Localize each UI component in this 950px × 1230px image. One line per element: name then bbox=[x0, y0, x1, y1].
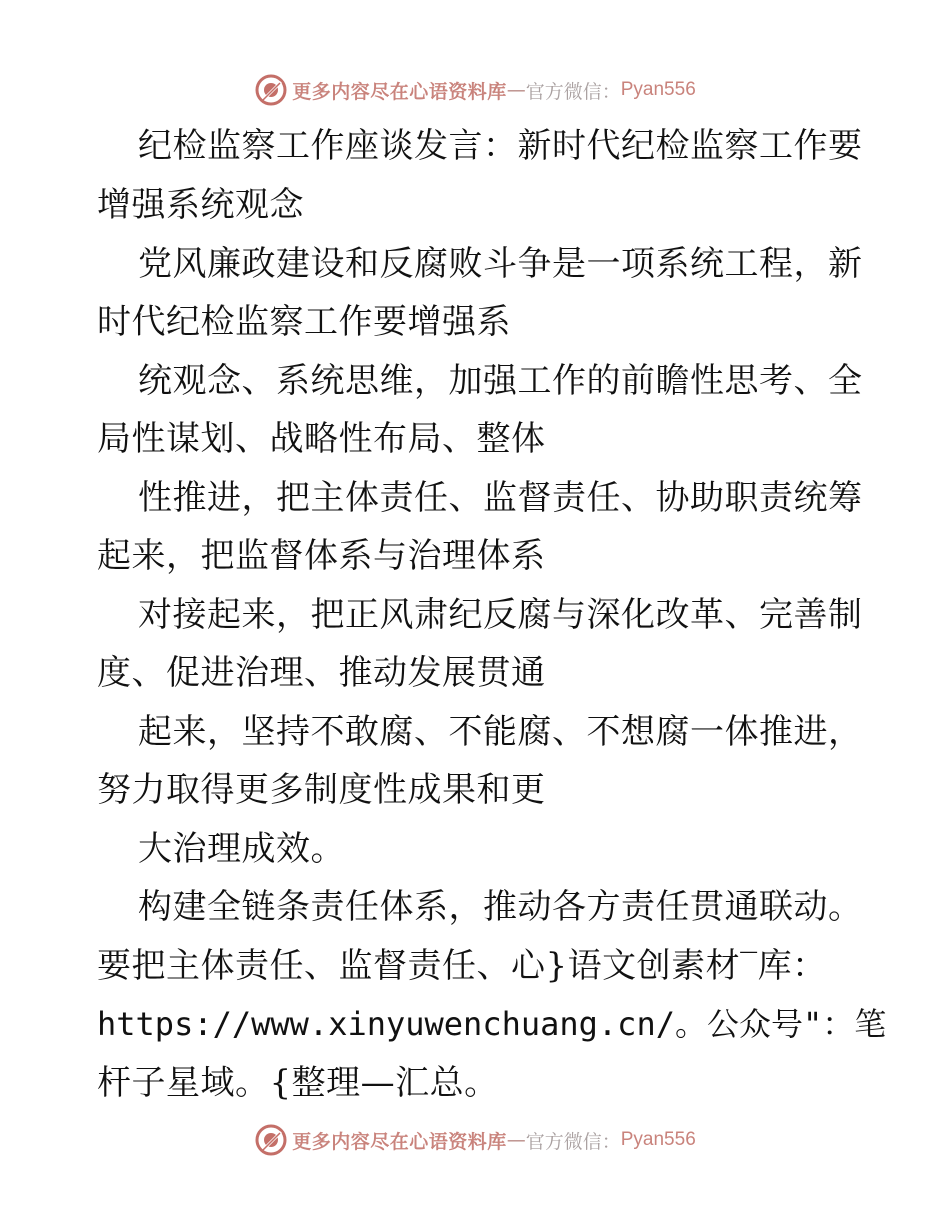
text-line: 性推进，把主体责任、监督责任、协助职责统筹 bbox=[138, 478, 863, 518]
site-name: 更多内容尽在心语资料库 bbox=[292, 1130, 507, 1153]
text-line: 纪检监察工作座谈发言：新时代纪检监察工作要 bbox=[138, 126, 863, 166]
text-line: 构建全链条责任体系，推动各方责任贯通联动。 bbox=[138, 887, 863, 927]
text-line: 努力取得更多制度性成果和更 bbox=[97, 770, 546, 810]
text-line: 统观念、系统思维，加强工作的前瞻性思考、全 bbox=[138, 361, 863, 401]
logo-icon bbox=[254, 1123, 288, 1157]
header-banner bbox=[0, 70, 950, 110]
text-line: 大治理成效。 bbox=[138, 829, 345, 869]
text-line: 杆子星域。{整理—汇总。 bbox=[97, 1063, 499, 1103]
text-line: 要把主体责任、监督责任、心}语文创素材‾库： bbox=[97, 946, 827, 986]
wechat-id: Pyan556 bbox=[620, 1129, 696, 1150]
logo-icon bbox=[254, 73, 288, 107]
text-line: 增强系统观念 bbox=[97, 185, 304, 225]
text-line-url: https://www.xinyuwenchuang.cn/。公众号"：笔 bbox=[97, 1005, 887, 1043]
text-line: 局性谋划、战略性布局、整体 bbox=[97, 419, 546, 459]
wechat-label: 官方微信： bbox=[525, 1130, 621, 1153]
wechat-id: Pyan556 bbox=[620, 79, 696, 100]
text-line: 起来，坚持不敢腐、不能腐、不想腐一体推进， bbox=[138, 712, 863, 752]
banner-dash: — bbox=[506, 79, 526, 101]
text-line: 对接起来，把正风肃纪反腐与深化改革、完善制 bbox=[138, 595, 863, 635]
text-line: 起来，把监督体系与治理体系 bbox=[97, 536, 546, 576]
text-line: 度、促进治理、推动发展贯通 bbox=[97, 653, 546, 693]
footer-banner bbox=[0, 1120, 950, 1160]
text-line: 时代纪检监察工作要增强系 bbox=[97, 302, 511, 342]
text-line: 党风廉政建设和反腐败斗争是一项系统工程，新 bbox=[138, 244, 863, 284]
site-name: 更多内容尽在心语资料库 bbox=[292, 80, 507, 103]
banner-dash: — bbox=[506, 1129, 526, 1151]
wechat-label: 官方微信： bbox=[525, 80, 621, 103]
